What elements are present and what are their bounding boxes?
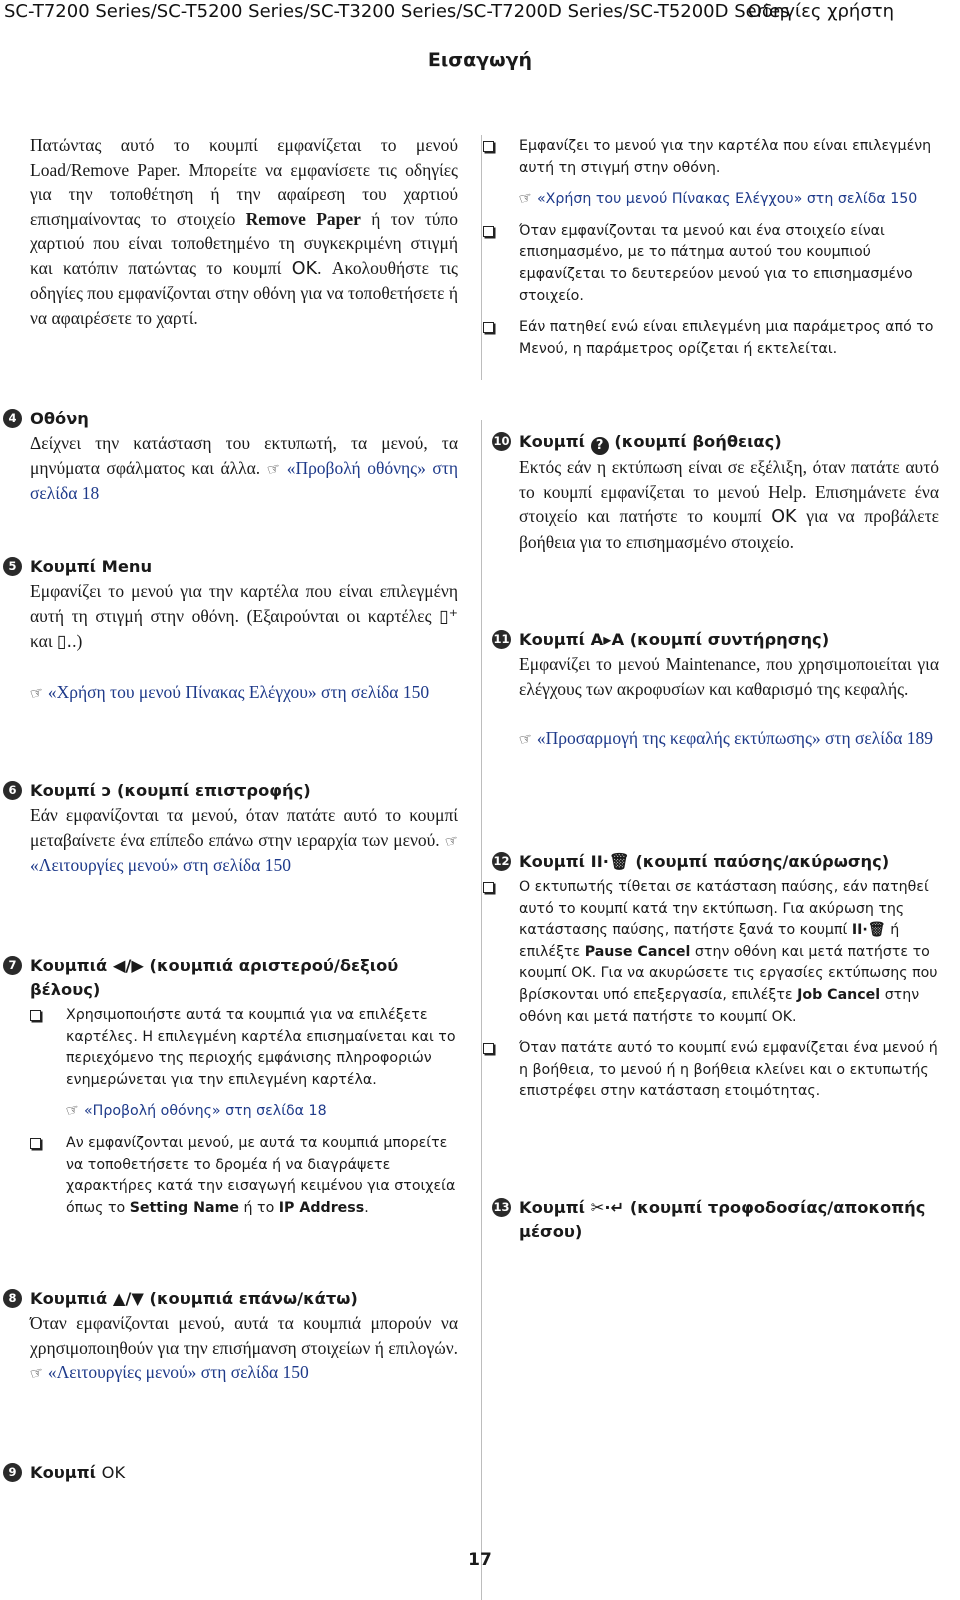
- tab-minus-icon: ▯.: [56, 632, 73, 652]
- reference-link[interactable]: «Λειτουργίες μενού» στη σελίδα 150: [30, 855, 291, 875]
- item-ok-button: 9 Κουμπί OK: [30, 1461, 458, 1485]
- item-display: 4 Οθόνη Δείχνει την κατάσταση του εκτυπωτή, τα μενού, τα μηνύματα σφάλματος και άλλα. ☞ «Προβολή οθόνης» στη σελίδα 18: [30, 407, 458, 506]
- item-feed-cut-button: 13 Κουμπί ✂·↵ (κουμπί τροφοδοσίας/αποκοπής μέσου): [493, 1198, 926, 1241]
- reference-link[interactable]: «Λειτουργίες μενού» στη σελίδα 150: [47, 1362, 309, 1382]
- item-number: 4: [3, 409, 22, 428]
- reference-link[interactable]: «Προσαρμογή της κεφαλής εκτύπωσης» στη σελίδα 189: [536, 728, 934, 748]
- item-title: Οθόνη: [30, 409, 89, 428]
- page-header: [0, 0, 960, 30]
- checkbox-bullet-icon: [483, 1043, 494, 1054]
- up-down-arrow-icon: ▲/▼: [112, 1289, 144, 1308]
- top-right-list: [516, 136, 939, 360]
- item-up-down-buttons: 8 Κουμπιά ▲/▼ (κουμπιά επάνω/κάτω) Όταν εμφανίζονται μενού, αυτά τα κουμπιά μπορούν να χρησιμοποιηθούν για την επισήμανση στοιχείων ή επιλογών. ☞ «Λειτουργίες μενού» στη σελίδα 150: [30, 1287, 458, 1386]
- item-number: 12: [492, 852, 511, 871]
- item-number: 13: [492, 1198, 511, 1217]
- pause-cancel-icon: II·🗑: [590, 852, 630, 871]
- item-number: 5: [3, 557, 22, 576]
- list-item: Αν εμφανίζονται μενού, με αυτά τα κουμπιά μπορείτε να τοποθετήσετε το δρομέα ή να διαγράψετε χαρακτήρες κατά την εισαγωγή κειμένου για στοιχεία όπως το Setting Name ή το IP Address.: [30, 1133, 458, 1219]
- list-item: Ο εκτυπωτής τίθεται σε κατάσταση παύσης, εάν πατηθεί αυτό το κουμπί κατά την εκτύπωση. Για ακύρωση της κατάστασης παύσης, πατήστε ξανά το κουμπί II·🗑 ή επιλέξτε Pause Cancel στην οθόνη και μετά πατήστε το κουμπί OK. Για να ακυρώσετε τις εργασίες εκτύπωσης που βρίσκονται υπό επεξεργασία, επιλέξτε Job Cancel στην οθόνη και μετά πατήστε το κουμπί OK.: [483, 877, 939, 1028]
- checkbox-bullet-icon: [30, 1138, 41, 1149]
- page-number: 17: [468, 1550, 492, 1570]
- column-divider-top: [481, 135, 482, 380]
- item-number: 8: [3, 1289, 22, 1308]
- reference-link[interactable]: «Προβολή οθόνης» στη σελίδα 18: [30, 457, 459, 503]
- column-divider-main: [481, 420, 482, 1600]
- back-icon: ↄ: [101, 781, 112, 800]
- header-models: SC-T7200 Series/SC-T5200 Series/SC-T3200 Series/SC-T7200D Series/SC-T5200D Series: [4, 1, 790, 22]
- reference-link[interactable]: «Προβολή οθόνης» στη σελίδα 18: [83, 1103, 327, 1120]
- tab-add-icon: ▯⁺: [439, 606, 459, 627]
- item-help-button: 10 Κουμπί ? (κουμπί βοήθειας) Εκτός εάν η εκτύπωση είναι σε εξέλιξη, όταν πατάτε αυτό το κουμπί εμφανίζεται το μενού Help. Επισημάνετε ένα στοιχείο και πατήστε το κουμπί OK για να προβάλετε βοήθεια για το επισημασμένο στοιχείο.: [493, 432, 940, 552]
- item-number: 11: [492, 630, 511, 649]
- list-item: Εμφανίζει το μενού για την καρτέλα που είναι επιλεγμένη αυτή τη στιγμή στην οθόνη. ☞ «Χρήση του μενού Πίνακας Ελέγχου» στη σελίδα 150: [483, 136, 939, 211]
- checkbox-bullet-icon: [483, 226, 494, 237]
- maintenance-icon: A▸A: [590, 630, 625, 649]
- item-pause-cancel-button: 12 Κουμπί II·🗑 (κουμπί παύσης/ακύρωσης) Ο εκτυπωτής τίθεται σε κατάσταση παύσης, εάν πατηθεί αυτό το κουμπί κατά την εκτύπωση. Για ακύρωση της κατάστασης παύσης, πατήστε ξανά το κουμπί II·🗑 ή επιλέξτε Pause Cancel στην οθόνη και μετά πατήστε το κουμπί OK. Για να ακυρώσετε τις εργασίες εκτύπωσης που βρίσκονται υπό επεξεργασία, επιλέξτε Job Cancel στην οθόνη και μετά πατήστε το κουμπί OK. Όταν πατάτε αυτό το κουμπί ενώ εμφανίζεται ένα μενού ή η βοήθεια, το μενού ή η βοήθεια κλείνει και ο εκτυπωτής επιστρέφει στην κατάσταση ετοιμότητας.: [519, 850, 939, 1103]
- reference-hand-icon: ☞: [516, 728, 535, 750]
- list-item: Όταν εμφανίζονται τα μενού και ένα στοιχείο είναι επισημασμένο, με το πάτημα αυτού του κουμπιού εμφανίζεται το δευτερεύον μενού για το επισημασμένο στοιχείο.: [483, 221, 939, 307]
- checkbox-bullet-icon: [483, 882, 494, 893]
- item-title: Κουμπί Menu: [30, 557, 153, 576]
- reference-hand-icon: ☞: [264, 458, 283, 479]
- feed-cut-icon: ✂·↵: [590, 1198, 625, 1217]
- item-number: 6: [3, 781, 22, 800]
- reference-hand-icon: ☞: [516, 187, 535, 209]
- top-left-paragraph: Πατώντας αυτό το κουμπί εμφανίζεται το μενού Load/Remove Paper. Μπορείτε να εμφανίσετε τις οδηγίες για την τοποθέτηση ή την αφαίρεση του χαρτιού επισημαίνοντας το στοιχείο Remove Paper ή τον τύπο χαρτιού που είναι τοποθετημένο τη συγκεκριμένη στιγμή και κατόπιν πατώντας το κουμπί OK. Ακολουθήστε τις οδηγίες που εμφανίζονται στην οθόνη για να τοποθετήσετε ή να αφαιρέσετε το χαρτί.: [30, 135, 458, 328]
- reference-hand-icon: ☞: [63, 1099, 82, 1121]
- reference-hand-icon: ☞: [27, 1362, 46, 1384]
- list-item: Εάν πατηθεί ενώ είναι επιλεγμένη μια παράμετρος από το Μενού, η παράμετρος ορίζεται ή εκτελείται.: [483, 317, 939, 360]
- reference-hand-icon: ☞: [27, 682, 46, 703]
- reference-hand-icon: ☞: [442, 830, 461, 851]
- list-item: Όταν πατάτε αυτό το κουμπί ενώ εμφανίζεται ένα μενού ή η βοήθεια, το μενού ή η βοήθεια κλείνει και ο εκτυπωτής επιστρέφει στην κατάσταση ετοιμότητας.: [483, 1038, 939, 1103]
- section-title: Εισαγωγή: [427, 49, 533, 71]
- reference-link[interactable]: «Χρήση του μενού Πίνακας Ελέγχου» στη σελίδα 150: [47, 681, 430, 702]
- item-left-right-buttons: 7 Κουμπιά ◀/▶ (κουμπιά αριστερού/δεξιού βέλους) Χρησιμοποιήστε αυτά τα κουμπιά για να επιλέξετε καρτέλες. Η επιλεγμένη καρτέλα επισημαίνεται και το περιεχόμενο της περιοχής εμφάνισης πληροφοριών ενημερώνεται για την επιλεγμένη καρτέλα. ☞ «Προβολή οθόνης» στη σελίδα 18 Αν εμφανίζονται μενού, με αυτά τα κουμπιά μπορείτε να τοποθετήσετε το δρομέα ή να διαγράψετε χαρακτήρες κατά την εισαγωγή κειμένου για στοιχεία όπως το Setting Name ή το IP Address.: [30, 954, 458, 1219]
- item-menu-button: 5 Κουμπί Menu Εμφανίζει το μενού για την καρτέλα που είναι επιλεγμένη αυτή τη στιγμή στην οθόνη. (Εξαιρούνται οι καρτέλες ▯⁺ και ▯..) ☞ «Χρήση του μενού Πίνακας Ελέγχου» στη σελίδα 150: [30, 555, 458, 705]
- item-number: 10: [492, 432, 511, 451]
- item-maintenance-button: 11 Κουμπί A▸A (κουμπί συντήρησης) Εμφανίζει το μενού Maintenance, που χρησιμοποιείται για ελέγχους των ακροφυσίων και καθαρισμό της κεφαλής. ☞ «Προσαρμογή της κεφαλής εκτύπωσης» στη σελίδα 189: [519, 628, 939, 752]
- checkbox-bullet-icon: [30, 1010, 41, 1021]
- checkbox-bullet-icon: [483, 322, 494, 333]
- pause-cancel-icon: II·🗑: [851, 922, 886, 939]
- left-right-arrow-icon: ◀/▶: [112, 956, 144, 975]
- help-icon: ?: [591, 437, 609, 455]
- item-number: 9: [3, 1463, 22, 1482]
- checkbox-bullet-icon: [483, 141, 494, 152]
- list-item: Χρησιμοποιήστε αυτά τα κουμπιά για να επιλέξετε καρτέλες. Η επιλεγμένη καρτέλα επισημαίνεται και το περιεχόμενο της περιοχής εμφάνισης πληροφοριών ενημερώνεται για την επιλεγμένη καρτέλα. ☞ «Προβολή οθόνης» στη σελίδα 18: [30, 1005, 458, 1123]
- header-guide-title: Οδηγίες χρήστη: [747, 1, 894, 22]
- item-back-button: 6 Κουμπί ↄ (κουμπί επιστροφής) Εάν εμφανίζονται τα μενού, όταν πατάτε αυτό το κουμπί μεταβαίνετε ένα επίπεδο επάνω στην ιεραρχία των μενού. ☞ «Λειτουργίες μενού» στη σελίδα 150: [30, 779, 458, 878]
- item-number: 7: [3, 956, 22, 975]
- reference-link[interactable]: «Χρήση του μενού Πίνακας Ελέγχου» στη σελίδα 150: [536, 191, 918, 208]
